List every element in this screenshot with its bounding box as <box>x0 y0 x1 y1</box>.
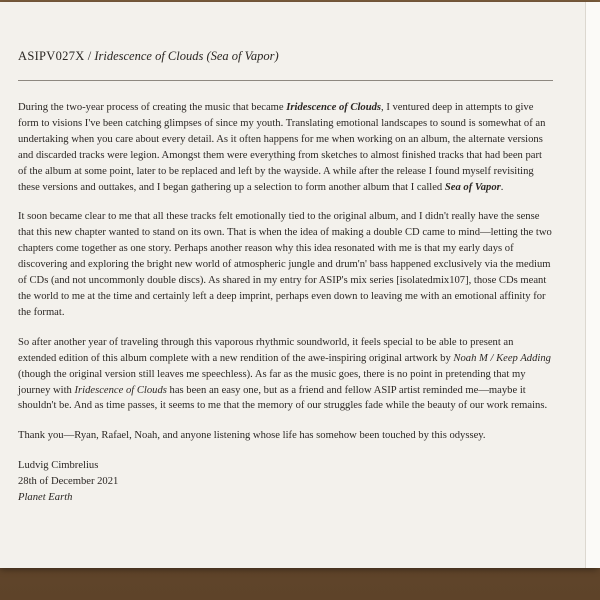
paragraph-3 <box>18 335 552 415</box>
paragraph-2: It soon became clear to me that all these tracks felt emotionally tied to the original album, and I didn't really have the sense that this new chapter wanted to stand on its own. That is when the idea of making a double CD came to mind—letting the two chapters come together as one story. Perhaps another reason why this idea resonated with me is that my early days of discovering and exploring the bright new world of atmospheric jungle and drum'n' bass happened exclusively via the medium of CDs (and not uncommonly double discs). As shared in my entry for ASIP's mix series [isolatedmix107], those CDs meant the world to me at the time and certainly left a deep imprint, perhaps even down to leaving me with an emotional affinity for the format. <box>18 211 552 318</box>
p1-text-a: During the two-year process of creating the music that became <box>18 102 287 113</box>
p1-text-c: , I ventured deep in attempts to give form to visions I've been catching glimpses of since my youth. Translating emotional landscapes to sound is somewhat of an undertaking when you care about every detail. As it often happens for me when working on an album, the alternate versions and discarded tracks were legion. Amongst them were everything from sketches to almost finished tracks that had been part of the album at some point, later to be replaced and left by the wayside. A while after the release I found myself revisiting these versions and outtakes, and I began gathering up a selection to form another album that I called <box>18 102 546 193</box>
catalog-code: ASIPV027X <box>18 49 85 63</box>
p3-text-c: (though the original version still leaves me speechless). As far as the music goes, there is no point in pretending that my journey with <box>18 368 526 396</box>
signature-name: Ludvig Cimbrelius <box>18 460 99 472</box>
header-divider <box>18 80 553 81</box>
p1-sea-of-vapor: Sea of Vapor <box>444 181 501 193</box>
signature-place: Planet Earth <box>18 492 73 504</box>
paragraph-4: Thank you—Ryan, Rafael, Noah, and anyone listening whose life has somehow been touched by this odyssey. <box>18 430 486 442</box>
p3-text-a: So after another year of traveling through this vaporous rhythmic soundworld, it feels special to be able to present an extended edition of this album complete with a new rendition of the awe-inspiring original artwork by <box>18 336 514 364</box>
header-separator: / <box>84 49 95 63</box>
p1-album-title: Iridescence of Clouds <box>286 102 382 113</box>
signature-date: 28th of December 2021 <box>18 476 119 488</box>
liner-notes <box>18 100 552 506</box>
p3-artist-credit: Noah M / Keep Adding <box>453 352 551 364</box>
album-title: Iridescence of Clouds (Sea of Vapor) <box>94 49 279 63</box>
booklet-edge <box>585 2 600 568</box>
p3-album-title: Iridescence of Clouds <box>74 384 167 396</box>
paragraph-1 <box>18 100 552 195</box>
p3-text-e: has been an easy one, but as a friend and fellow ASIP artist reminded me—maybe it shouldn't be. And as time passes, it seems to me that the memory of our struggles fade while the beauty of our work remains. <box>18 384 548 412</box>
p1-text-e: . <box>500 181 504 193</box>
release-header <box>18 49 279 64</box>
signature-block <box>18 458 552 506</box>
